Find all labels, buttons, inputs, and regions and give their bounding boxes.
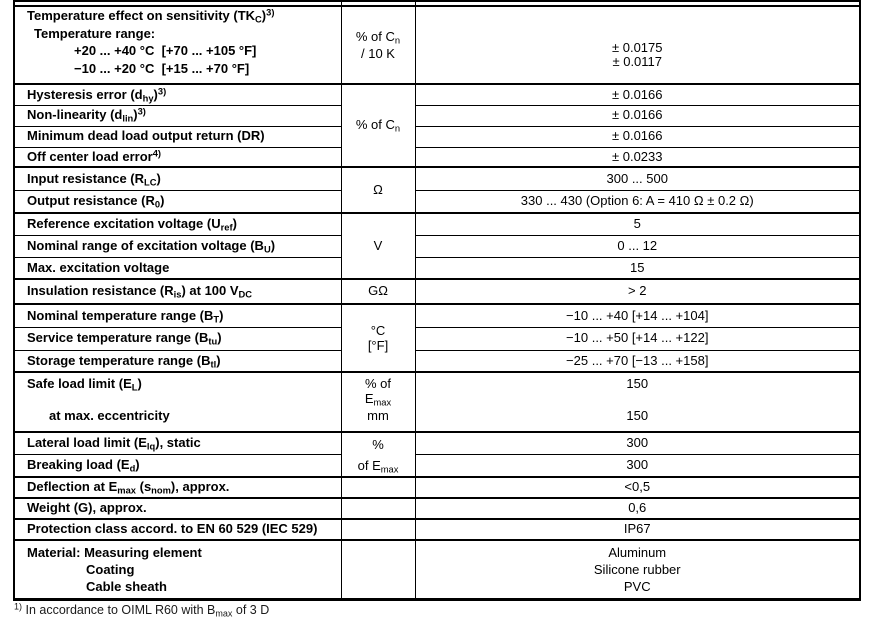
table-row xyxy=(14,477,860,498)
param-label: Nominal range of excitation voltage $(B_U)$ xyxy=(27,237,276,255)
param-label-cell xyxy=(14,327,341,350)
param-label: Max. excitation voltage xyxy=(27,259,170,275)
table-row xyxy=(14,432,860,454)
value-cell xyxy=(415,190,860,213)
unit-cell xyxy=(341,84,415,167)
param-label: Temperature effect on sensitivity $(TK_C)^{3)}$ xyxy=(27,7,275,25)
param-label: Material: Measuring element xyxy=(27,544,202,560)
param-value: > 2 xyxy=(628,283,647,299)
table-row xyxy=(14,105,860,126)
param-value: 300 xyxy=(626,457,649,473)
param-label-cell xyxy=(14,372,341,432)
param-sublabel: Cable sheath xyxy=(86,578,167,594)
param-label: Non-linearity $(d_{lin})^{3)}$ xyxy=(27,106,146,124)
value-cell xyxy=(415,350,860,372)
param-label-cell xyxy=(14,477,341,498)
param-label-cell xyxy=(14,257,341,279)
table-row xyxy=(14,235,860,257)
table-row xyxy=(14,6,860,84)
table-row xyxy=(14,372,860,432)
table-row xyxy=(14,304,860,327)
param-label-cell xyxy=(14,498,341,519)
param-label-cell xyxy=(14,84,341,105)
param-label: Output resistance $(R_0)$ xyxy=(27,193,165,210)
table-row xyxy=(14,498,860,519)
param-label-cell xyxy=(14,454,341,477)
param-label-cell xyxy=(14,147,341,167)
unit-text: % of xyxy=(364,376,391,391)
param-label-cell xyxy=(14,350,341,372)
unit-text: Ω xyxy=(373,181,383,197)
value-cell xyxy=(415,6,860,84)
param-value: 15 xyxy=(630,259,645,275)
param-label: Weight (G), approx. xyxy=(27,500,147,516)
unit-text: GΩ xyxy=(368,283,388,299)
param-label-cell xyxy=(14,190,341,213)
param-label: Nominal temperature range $(B_T)$ xyxy=(27,307,224,325)
param-value: ± 0.0166 xyxy=(611,86,663,102)
unit-text: % of $C_n$ xyxy=(355,117,401,134)
param-label-cell xyxy=(14,6,341,84)
value-cell xyxy=(415,477,860,498)
unit-cell xyxy=(341,519,415,540)
param-label-cell xyxy=(14,105,341,126)
table-row xyxy=(14,279,860,304)
param-label: Lateral load limit $(E_{lq})$, static xyxy=(27,435,201,452)
unit-cell xyxy=(341,279,415,304)
unit-cell xyxy=(341,540,415,599)
value-cell xyxy=(415,235,860,257)
value-cell xyxy=(415,279,860,304)
value-cell xyxy=(415,432,860,454)
table-row xyxy=(14,350,860,372)
table-row xyxy=(14,126,860,147)
unit-cell xyxy=(341,6,415,84)
value-cell xyxy=(415,257,860,279)
param-value: 5 xyxy=(633,216,641,232)
param-label: Breaking load $(E_d)$ xyxy=(27,457,140,474)
param-value: 300 xyxy=(626,435,649,451)
table-row xyxy=(14,84,860,105)
param-label: Protection class accord. to EN 60 529 (IEC 529) xyxy=(27,521,318,537)
unit-cell xyxy=(341,477,415,498)
param-label: Hysteresis error $(d_{hy})^{3)}$ xyxy=(27,85,167,104)
table-row xyxy=(14,454,860,477)
value-cell xyxy=(415,372,860,432)
table-row xyxy=(14,213,860,235)
param-label-cell xyxy=(14,519,341,540)
param-label: Insulation resistance $(R_{is})$ at 100 $V_{DC}$ xyxy=(27,283,253,300)
param-value: Silicone rubber xyxy=(593,561,681,577)
table-row xyxy=(14,147,860,167)
param-value: ± 0.0117 xyxy=(612,54,663,69)
unit-cell xyxy=(341,372,415,432)
param-range: +20 ... +40 °C [+70 ... +105 °F] xyxy=(74,43,257,58)
unit-text: mm xyxy=(367,407,389,423)
param-sublabel: Temperature range: xyxy=(34,25,156,41)
unit-text: % xyxy=(372,436,384,452)
param-value: Aluminum xyxy=(608,544,667,560)
value-cell xyxy=(415,540,860,599)
unit-text: / 10 K xyxy=(361,46,395,61)
param-value: −10 ... +50 [+14 ... +122] xyxy=(566,330,709,346)
param-value: 300 ... 500 xyxy=(606,170,668,186)
unit-text: % of $C_n$ xyxy=(355,29,401,46)
table-row xyxy=(14,540,860,599)
param-label: Minimum dead load output return (DR) xyxy=(27,128,265,144)
param-value: IP67 xyxy=(623,521,651,537)
param-label-cell xyxy=(14,432,341,454)
param-value: −25 ... +70 [−13 ... +158] xyxy=(566,352,709,368)
param-value: −10 ... +40 [+14 ... +104] xyxy=(566,307,709,323)
param-value: ± 0.0166 xyxy=(611,128,663,144)
unit-text: of $E_{max}$ xyxy=(357,457,399,475)
value-cell xyxy=(415,84,860,105)
param-label-cell xyxy=(14,304,341,327)
unit-cell xyxy=(341,498,415,519)
param-value: ± 0.0166 xyxy=(611,107,663,123)
unit-cell xyxy=(341,304,415,372)
table-row xyxy=(14,327,860,350)
value-cell xyxy=(415,213,860,235)
param-value: ± 0.0233 xyxy=(611,148,663,164)
param-label-cell xyxy=(14,126,341,147)
param-label-cell xyxy=(14,540,341,599)
param-label: Deflection at $E_{max}$ $(s_{nom})$, approx. xyxy=(27,479,230,496)
table-row xyxy=(14,190,860,213)
unit-text: °C xyxy=(370,322,386,338)
value-cell xyxy=(415,519,860,540)
param-label: Input resistance $(R_{LC})$ xyxy=(27,170,161,188)
value-cell xyxy=(415,147,860,167)
param-label-cell xyxy=(14,235,341,257)
unit-text: V xyxy=(373,237,383,253)
param-value: 150 xyxy=(626,407,649,423)
value-cell xyxy=(415,304,860,327)
param-value: 0,6 xyxy=(628,500,647,516)
unit-cell xyxy=(341,167,415,213)
param-sublabel: Coating xyxy=(86,561,135,577)
param-sublabel: at max. eccentricity xyxy=(49,407,170,423)
table-row xyxy=(14,257,860,279)
param-value: PVC xyxy=(623,578,651,594)
value-cell xyxy=(415,126,860,147)
param-label: Safe load limit $(E_L)$ xyxy=(27,376,142,393)
unit-text: [°F] xyxy=(367,338,389,353)
spec-table xyxy=(13,0,861,601)
unit-text: $E_{max}$ xyxy=(364,391,392,408)
param-value: 0 ... 12 xyxy=(617,237,658,253)
value-cell xyxy=(415,454,860,477)
param-label: Service temperature range $(B_{tu})$ xyxy=(27,330,222,347)
value-cell xyxy=(415,105,860,126)
param-label-cell xyxy=(14,279,341,304)
param-label: Reference excitation voltage $(U_{ref})$ xyxy=(27,216,237,233)
param-value: ± 0.0175 xyxy=(611,40,663,55)
table-row xyxy=(14,519,860,540)
param-range: −10 ... +20 °C [+15 ... +70 °F] xyxy=(74,60,250,76)
param-label: Off center load error$^{4)}$ xyxy=(27,147,162,164)
param-label: Storage temperature range $(B_{tl})$ xyxy=(27,352,221,370)
value-cell xyxy=(415,167,860,190)
param-label-cell xyxy=(14,213,341,235)
value-cell xyxy=(415,498,860,519)
param-value: 150 xyxy=(626,376,649,391)
param-value: <0,5 xyxy=(624,479,651,495)
param-value: 330 ... 430 (Option 6: A = 410 Ω ± 0.2 Ω) xyxy=(520,193,754,209)
unit-cell xyxy=(341,213,415,279)
value-cell xyxy=(415,327,860,350)
unit-cell xyxy=(341,432,415,477)
footnote: $^{1)}$ In accordance to OIML R60 with $B_{max}$ of 3 D xyxy=(14,601,270,619)
param-label-cell xyxy=(14,167,341,190)
table-row xyxy=(14,167,860,190)
